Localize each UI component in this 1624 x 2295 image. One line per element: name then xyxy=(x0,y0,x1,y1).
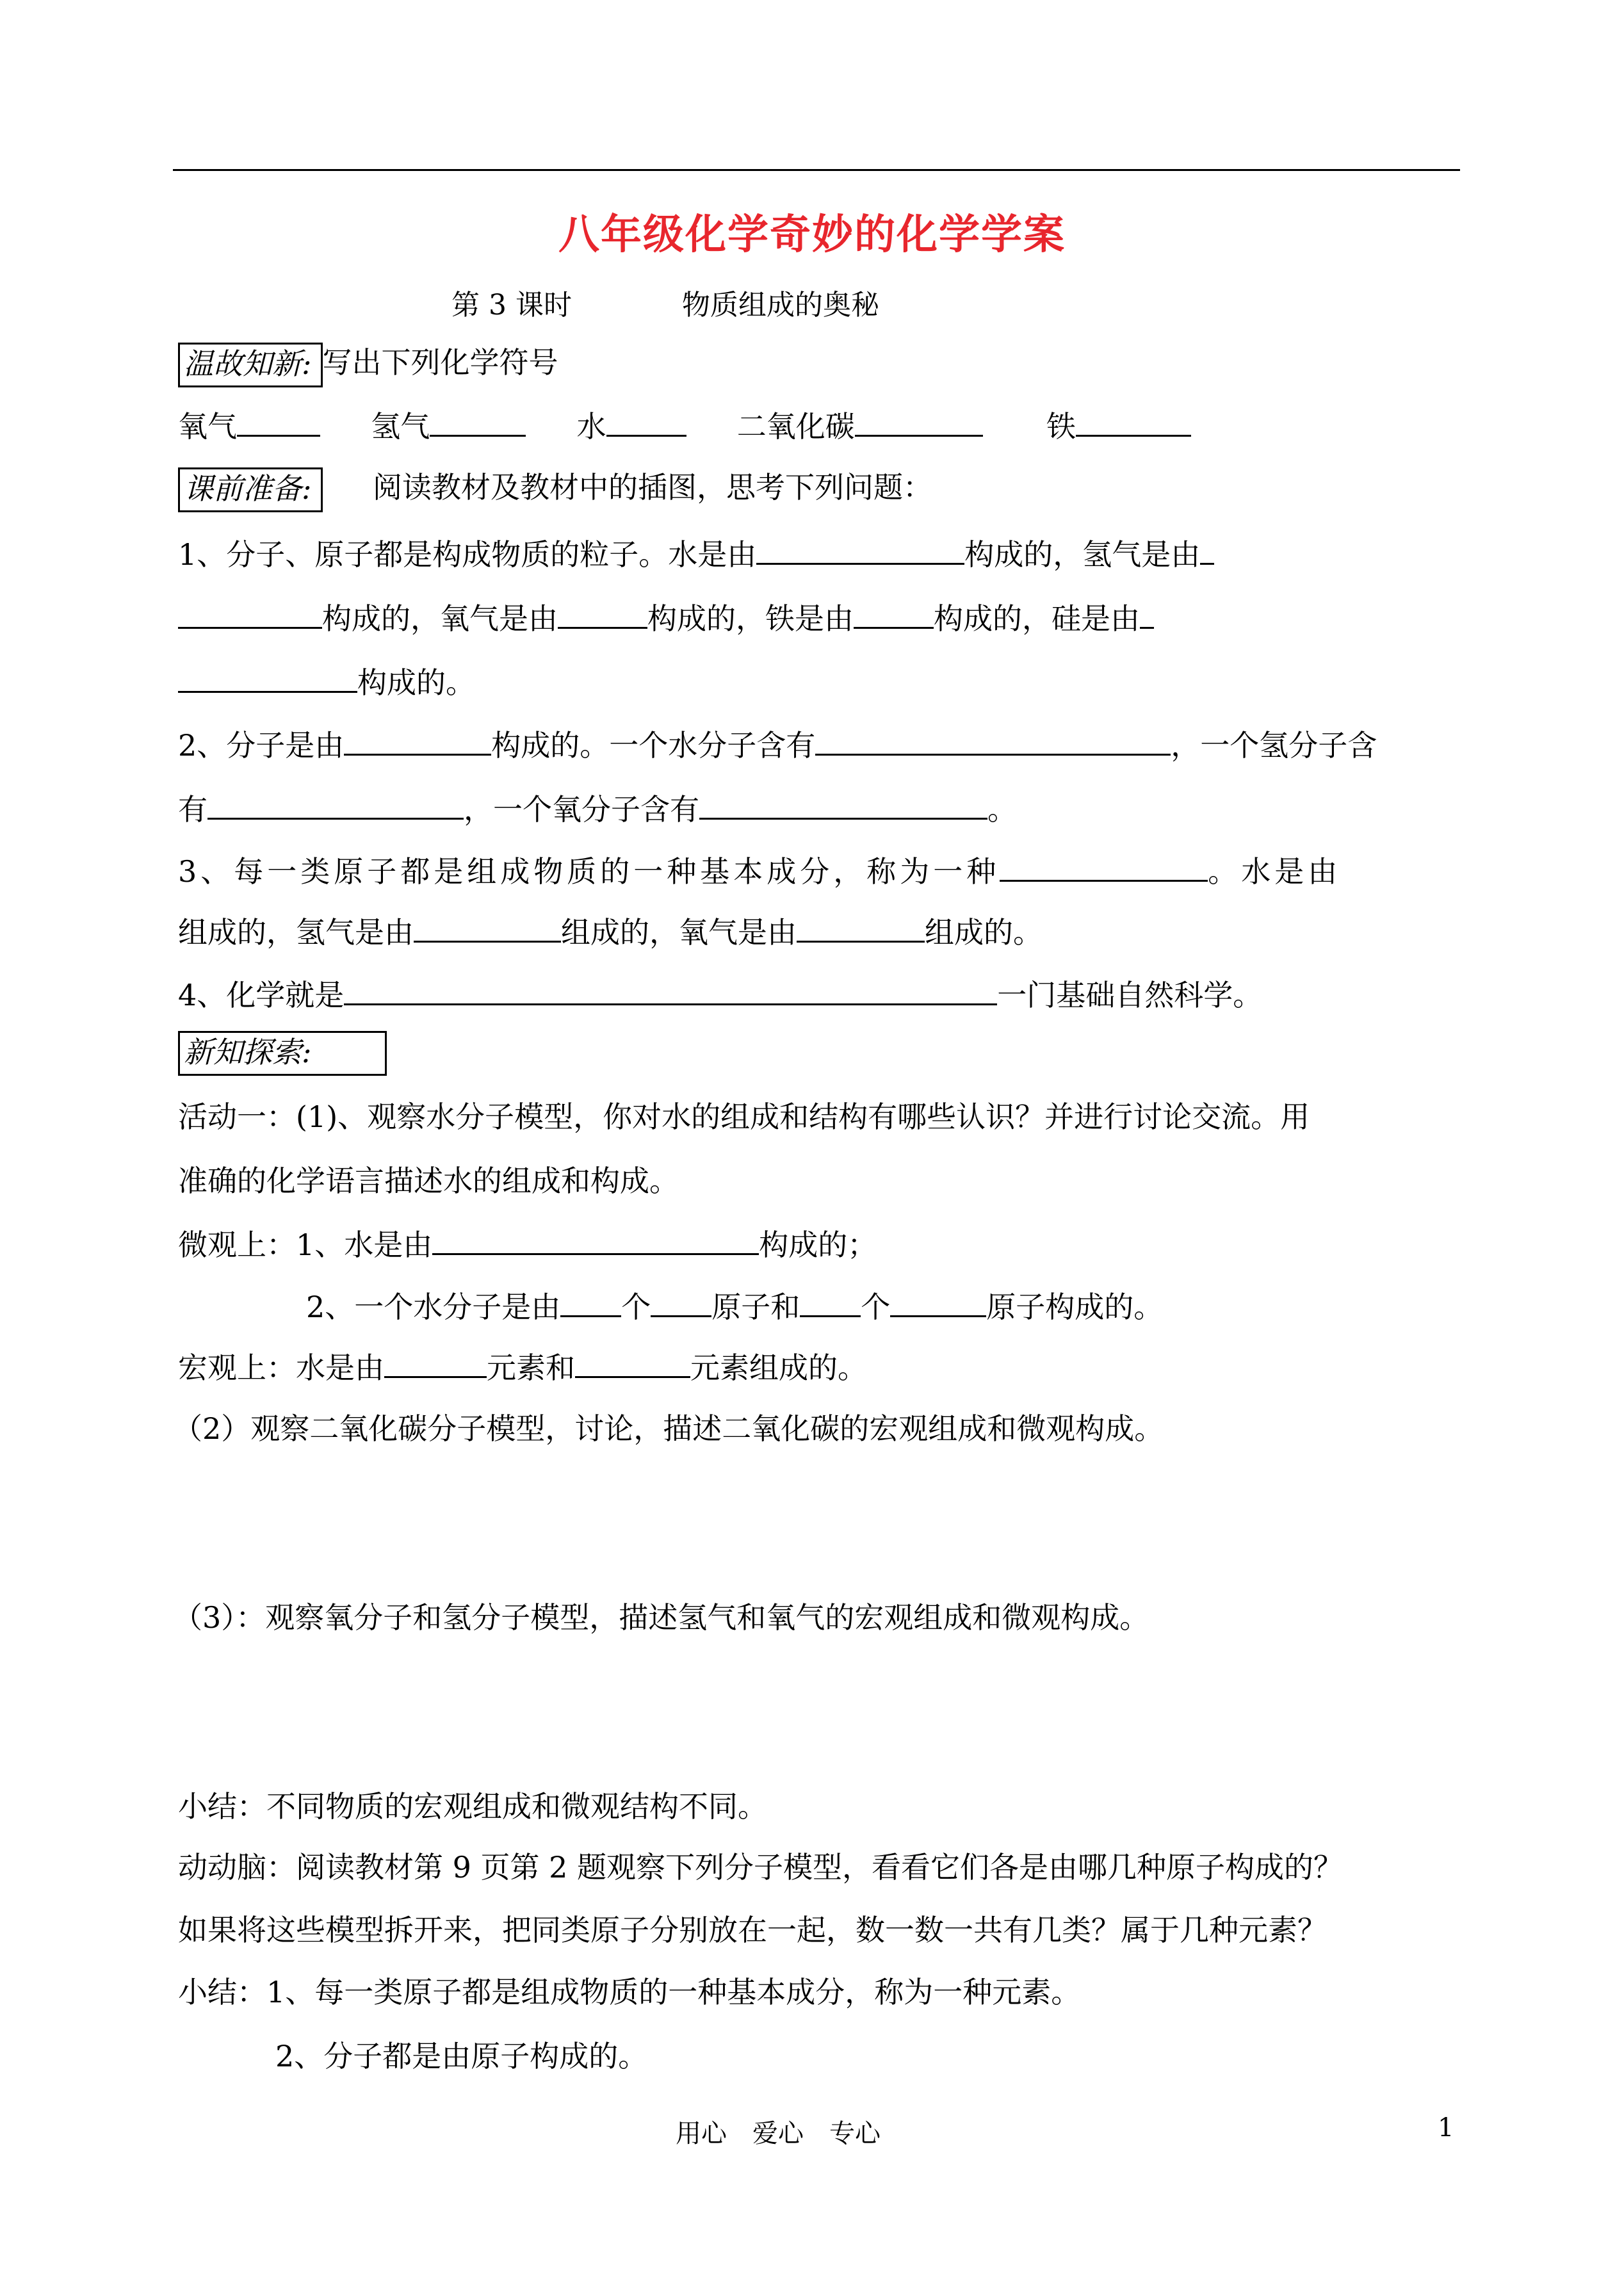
answer-blank[interactable] xyxy=(797,912,925,943)
review-label: 温故知新: xyxy=(178,343,323,387)
question-2-cont xyxy=(178,786,1017,829)
q3-text: 组成的。 xyxy=(925,915,1043,950)
answer-blank[interactable] xyxy=(1140,599,1154,629)
q1-text: 构成的，硅是由 xyxy=(934,601,1140,636)
answer-blank[interactable] xyxy=(575,1348,690,1378)
prep-instruction: 阅读教材及教材中的插图，思考下列问题： xyxy=(373,470,932,505)
question-1-cont xyxy=(178,596,1154,638)
header-rule xyxy=(173,169,1460,171)
q1-text: 构成的，氧气是由 xyxy=(322,601,558,636)
lesson-topic: 物质组成的奥秘 xyxy=(682,289,879,321)
question-4 xyxy=(178,972,1262,1014)
q1-text: 构成的，铁是由 xyxy=(647,601,854,636)
answer-blank[interactable] xyxy=(890,1287,986,1317)
answer-blank[interactable] xyxy=(344,975,997,1005)
micro-2 xyxy=(306,1284,1163,1326)
review-item-water: 水 xyxy=(576,409,606,444)
answer-blank[interactable] xyxy=(1076,407,1191,437)
question-1 xyxy=(178,531,1214,574)
answer-blank[interactable] xyxy=(1000,852,1208,882)
lesson-number: 第 3 课时 xyxy=(451,289,572,321)
activity-1: 活动一：(1)、观察水分子模型，你对水的组成和结构有哪些认识？并进行讨论交流。用 xyxy=(178,1099,1310,1134)
answer-blank[interactable] xyxy=(699,790,987,820)
answer-blank[interactable] xyxy=(800,1287,861,1317)
answer-blank[interactable] xyxy=(558,599,647,629)
q2-text: 有 xyxy=(178,792,207,827)
micro-text: 构成的； xyxy=(759,1228,877,1262)
prep-label: 课前准备: xyxy=(178,467,323,512)
question-3 xyxy=(178,848,1341,891)
answer-blank[interactable] xyxy=(237,407,320,437)
question-2 xyxy=(178,722,1377,765)
answer-blank[interactable] xyxy=(606,407,686,437)
question-1-end xyxy=(178,660,475,702)
part-2: （2）观察二氧化碳分子模型，讨论，描述二氧化碳的宏观组成和微观构成。 xyxy=(173,1411,1164,1446)
q2-text: 构成的。一个水分子含有 xyxy=(491,728,816,763)
review-item-oxygen: 氧气 xyxy=(178,409,237,444)
explore-label: 新知探索: xyxy=(178,1031,387,1076)
q1-text: 构成的，氢气是由 xyxy=(964,537,1201,572)
q3-text: 组成的，氢气是由 xyxy=(178,915,414,950)
q1-text: 1、分子、原子都是构成物质的粒子。水是由 xyxy=(178,537,757,572)
q4-text: 一门基础自然科学。 xyxy=(997,978,1263,1012)
q2-text: 2、分子是由 xyxy=(178,728,345,763)
q2-text: ，一个氧分子含有 xyxy=(464,792,699,827)
page-number: 1 xyxy=(1438,2113,1454,2143)
macro-text: 元素和 xyxy=(487,1350,575,1385)
footer-motto: 用心 爱心 专心 xyxy=(676,2119,881,2148)
answer-blank[interactable] xyxy=(414,912,561,943)
review-item-iron: 铁 xyxy=(1046,409,1076,444)
question-3-cont xyxy=(178,909,1043,952)
page-title: 八年级化学奇妙的化学学案 xyxy=(558,211,1066,259)
answer-blank[interactable] xyxy=(1200,535,1214,565)
q1-text: 构成的。 xyxy=(357,665,475,700)
q2-text: 。 xyxy=(987,792,1017,827)
summary-2-2: 2、分子都是由原子构成的。 xyxy=(275,2039,648,2073)
answer-blank[interactable] xyxy=(207,790,464,820)
explore-section-header xyxy=(178,1031,387,1076)
answer-blank[interactable] xyxy=(430,407,526,437)
micro2-text: 个 xyxy=(621,1290,651,1324)
micro-1 xyxy=(178,1222,877,1264)
prep-section-header xyxy=(178,464,932,512)
answer-blank[interactable] xyxy=(178,599,322,629)
macro xyxy=(178,1345,867,1387)
summary-1: 小结：不同物质的宏观组成和微观结构不同。 xyxy=(178,1789,767,1824)
answer-blank[interactable] xyxy=(854,599,934,629)
answer-blank[interactable] xyxy=(855,407,983,437)
review-instruction: 写出下列化学符号 xyxy=(322,345,558,380)
micro2-text: 原子构成的。 xyxy=(986,1290,1164,1324)
review-items xyxy=(178,403,1191,446)
answer-blank[interactable] xyxy=(344,726,491,756)
answer-blank[interactable] xyxy=(432,1225,759,1255)
answer-blank[interactable] xyxy=(560,1287,621,1317)
q3-text: 组成的，氧气是由 xyxy=(561,915,797,950)
answer-blank[interactable] xyxy=(178,663,357,693)
micro2-text: 原子和 xyxy=(711,1290,800,1324)
micro2-text: 2、一个水分子是由 xyxy=(306,1290,561,1324)
activity-1-cont: 准确的化学语言描述水的组成和构成。 xyxy=(178,1164,679,1198)
part-3: （3）：观察氧分子和氢分子模型，描述氢气和氧气的宏观组成和微观构成。 xyxy=(173,1600,1149,1635)
q3-text: 3、每一类原子都是组成物质的一种基本成分，称为一种 xyxy=(178,854,1000,889)
q2-text: ，一个氢分子含 xyxy=(1171,728,1377,763)
think-1: 动动脑：阅读教材第 9 页第 2 题观察下列分子模型，看看它们各是由哪几种原子构成的？ xyxy=(178,1850,1344,1885)
q4-text: 4、化学就是 xyxy=(178,978,345,1012)
micro-text: 微观上：1、水是由 xyxy=(178,1228,433,1262)
q3-text: 。水是由 xyxy=(1208,854,1342,889)
answer-blank[interactable] xyxy=(815,726,1171,756)
review-item-hydrogen: 氢气 xyxy=(371,409,430,444)
micro2-text: 个 xyxy=(861,1290,891,1324)
summary-2-1: 小结：1、每一类原子都是组成物质的一种基本成分，称为一种元素。 xyxy=(178,1975,1081,2009)
review-item-co2: 二氧化碳 xyxy=(736,409,855,444)
macro-text: 宏观上：水是由 xyxy=(178,1350,384,1385)
answer-blank[interactable] xyxy=(651,1287,711,1317)
answer-blank[interactable] xyxy=(384,1348,487,1378)
review-section-header xyxy=(178,339,558,387)
macro-text: 元素组成的。 xyxy=(690,1350,867,1385)
answer-blank[interactable] xyxy=(756,535,964,565)
think-2: 如果将这些模型拆开来，把同类原子分别放在一起，数一数一共有几类？属于几种元素？ xyxy=(178,1913,1327,1947)
